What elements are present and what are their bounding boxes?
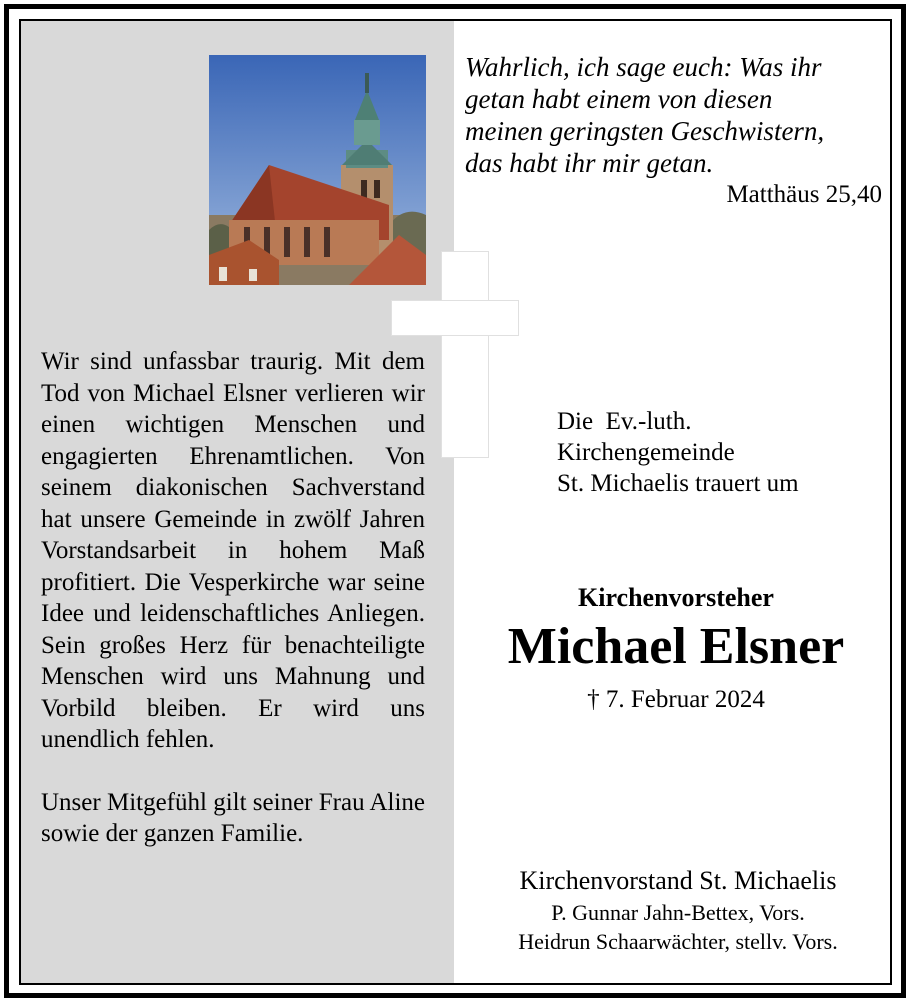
mourning-intro (557, 406, 799, 499)
sympathy-paragraph: Unser Mitgefühl gilt seiner Frau Aline sowie der ganzen Familie. (41, 788, 425, 847)
death-date: † 7. Februar 2024 (587, 686, 765, 713)
cross-icon (441, 251, 489, 458)
condolence-paragraph: Wir sind unfassbar traurig. Mit dem Tod von Michael Elsner verlieren wir einen wichtigen Menschen und engagierten Ehrenamtlichen. Von seinem diakonischen Sachverstand hat unsere Gemeinde in zwölf Jahren Vorstandsarbeit in hohem Maß profitiert. Die Vesperkirche war seine Idee und leidenschaftliches Anliegen. Sein großes Herz für benachteiligte Menschen wird uns Mahnung und Vorbild bleiben. Er wird uns unendlich fehlen. (41, 348, 425, 753)
quote-line: das habt ihr mir getan. (465, 148, 714, 178)
quote-line: getan habt einem von diesen (465, 84, 773, 114)
deceased-role: Kirchenvorsteher (578, 583, 774, 612)
deceased-name: Michael Elsner (507, 618, 845, 675)
church-photo (209, 55, 426, 285)
obituary-card (19, 19, 892, 985)
cross-center (442, 301, 486, 333)
signer-council: Kirchenvorstand St. Michaelis (519, 866, 837, 895)
signatories (461, 864, 892, 956)
condolence-text (41, 346, 425, 850)
intro-line: St. Michaelis trauert um (557, 470, 799, 497)
quote-reference: Matthäus 25,40 (726, 181, 882, 208)
quote-line: Wahrlich, ich sage euch: Was ihr (465, 52, 822, 82)
signer-chair: P. Gunnar Jahn-Bettex, Vors. (551, 900, 805, 925)
outer-frame (4, 4, 906, 998)
intro-line: Kirchengemeinde (557, 439, 735, 466)
bible-quote (465, 51, 885, 179)
quote-line: meinen geringsten Geschwistern, (465, 116, 825, 146)
signer-deputy: Heidrun Schaarwächter, stellv. Vors. (518, 929, 838, 954)
intro-line: Die Ev.-luth. (557, 408, 692, 435)
